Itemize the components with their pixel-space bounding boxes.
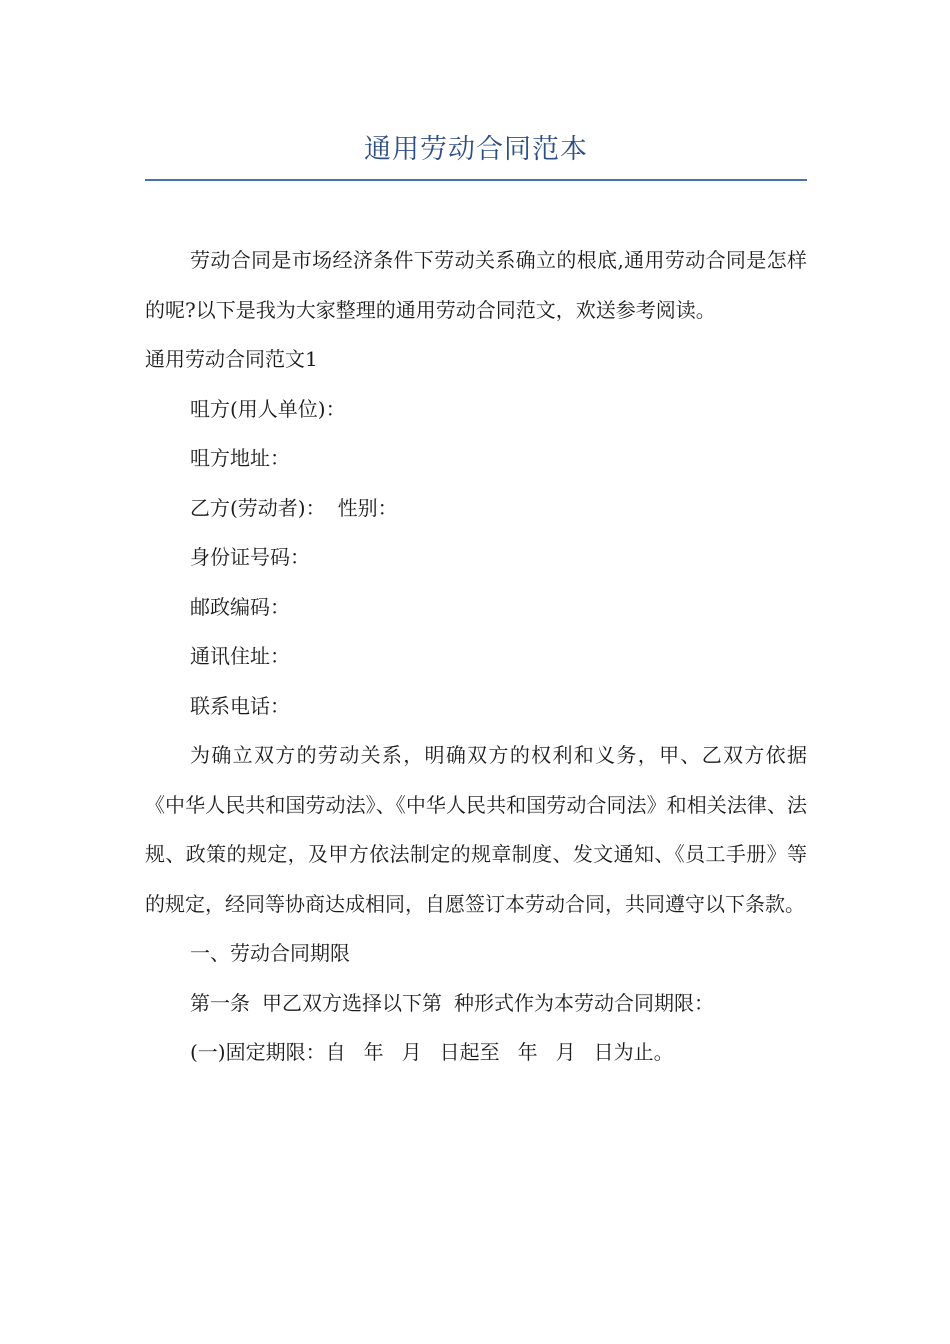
field-postal-code-label: 邮政编码： — [190, 594, 290, 619]
field-gender-label: 性别： — [337, 495, 398, 520]
article-1-number: 第一条 — [190, 990, 250, 1015]
field-party-a-address-label: 咀方地址： — [190, 446, 290, 470]
clause-1-day-from: 日起至 — [439, 1040, 500, 1064]
preamble-paragraph: 为确立双方的劳动关系，明确双方的权利和义务，甲、乙双方依据《中华人民共和国劳动法》、《中华人民共和国劳动合同法》和相关法律、法规、政策的规定，及甲方依法制定的规章制度、发文通知、《员工手册》等的规定，经同等协商达成相同，自愿签订本劳动合同，共同遵守以下条款。 — [145, 743, 807, 916]
clause-1-day-end: 日为止。 — [593, 1040, 674, 1064]
field-postal-code — [145, 583, 807, 633]
field-id-number — [145, 533, 807, 583]
field-party-a-label: 咀方(用人单位)： — [190, 396, 346, 421]
field-phone-label: 联系电话： — [190, 693, 290, 718]
field-party-a-address — [145, 434, 807, 484]
article-1 — [145, 979, 807, 1029]
article-1-text-b: 种形式作为本劳动合同期限： — [454, 990, 714, 1015]
clause-1-year: 年 — [363, 1040, 384, 1064]
document-title: 通用劳动合同范本 — [364, 134, 588, 165]
field-mailing-address-label: 通讯住址： — [190, 644, 290, 668]
field-party-b-label: 乙方(劳动者)： — [190, 495, 326, 520]
field-phone — [145, 682, 807, 732]
chapter-heading — [145, 929, 807, 979]
field-id-number-label: 身份证号码： — [190, 545, 310, 569]
chapter-heading-text: 一、劳动合同期限 — [190, 941, 350, 965]
field-mailing-address — [145, 632, 807, 682]
section-heading: 通用劳动合同范文1 — [145, 347, 318, 371]
title-underline — [145, 179, 807, 181]
clause-1-month: 月 — [401, 1040, 422, 1064]
article-1-text-a: 甲乙双方选择以下第 — [262, 990, 442, 1015]
document-body — [145, 236, 807, 1078]
clause-1-year-end: 年 — [517, 1040, 538, 1064]
field-party-b — [145, 484, 807, 534]
field-party-a — [145, 385, 807, 435]
clause-1-start: (一)固定期限：自 — [190, 1040, 346, 1064]
intro-paragraph: 劳动合同是市场经济条件下劳动关系确立的根底,通用劳动合同是怎样的呢?以下是我为大家整理的通用劳动合同范文，欢送参考阅读。 — [145, 248, 807, 322]
clause-1-fixed-term — [145, 1028, 807, 1078]
clause-1-month-end: 月 — [555, 1040, 576, 1064]
